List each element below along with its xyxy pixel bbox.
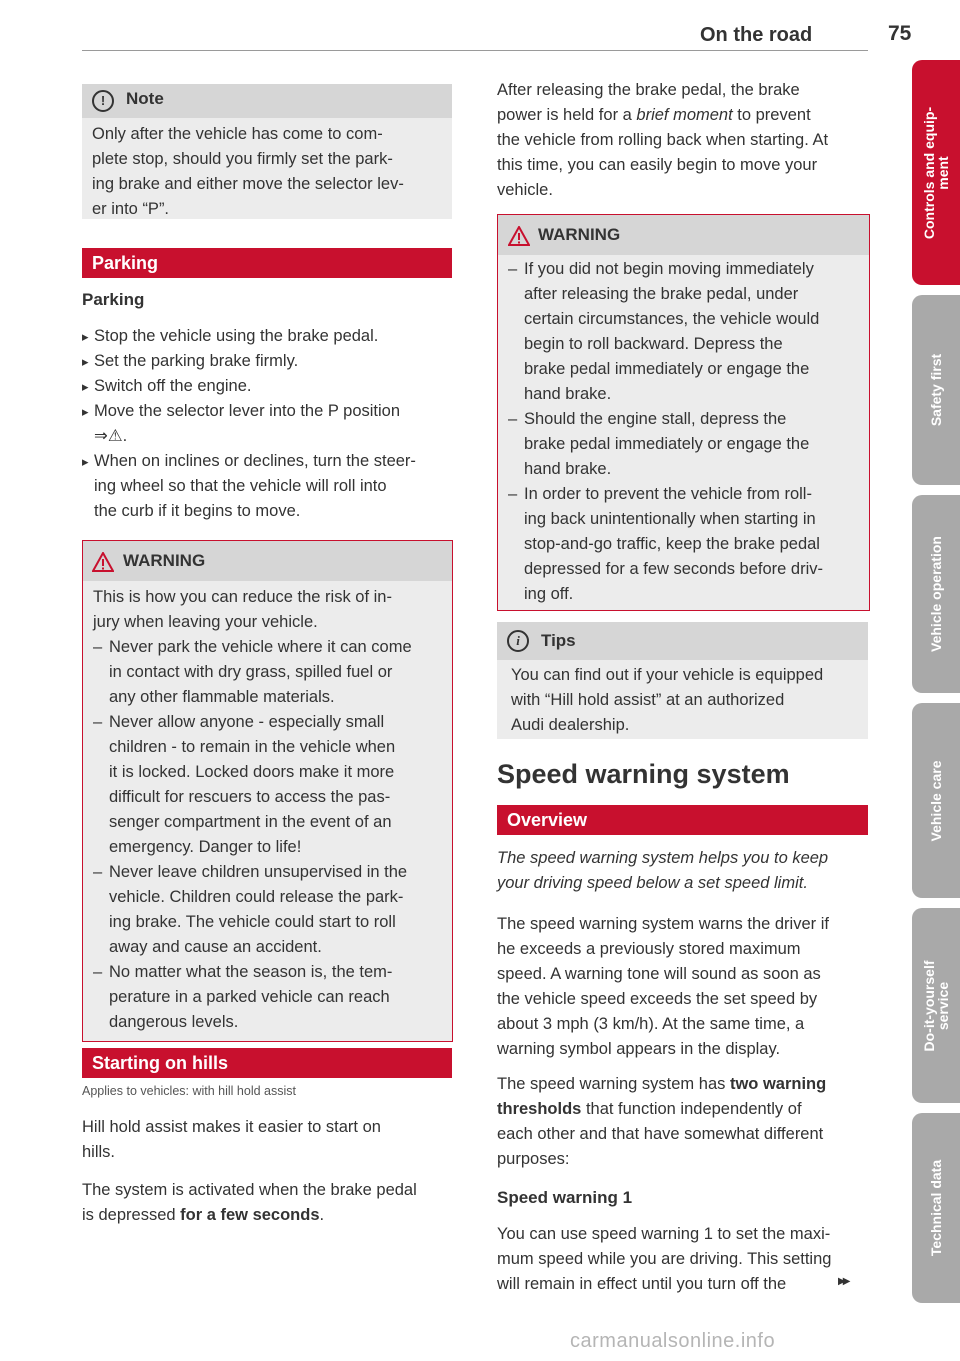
text-run: that function independently of each other and that have somewhat different purposes: <box>497 1100 824 1168</box>
warning-list <box>93 635 445 1035</box>
list-item: – Should the engine stall, depress the brake pedal immediately or engage the hand brake. <box>508 407 863 482</box>
page-number: 75 <box>888 22 912 45</box>
side-tab-label: Vehicle care <box>928 760 944 841</box>
side-tab-vehicle-care[interactable] <box>912 703 960 898</box>
tips-title: Tips <box>541 631 576 650</box>
parking-subhead: Parking <box>82 290 145 309</box>
warning-header <box>498 215 869 255</box>
tips-header <box>497 622 868 660</box>
hills-paragraph-1: Hill hold assist makes it easier to start on hills. <box>82 1118 381 1161</box>
text-run-bold: two warning thresholds <box>497 1075 827 1118</box>
list-item: ▸ When on inclines or declines, turn the steer- ing wheel so that the vehicle will roll into the curb if it begins to move. <box>82 449 452 524</box>
speed-warning-heading: Speed warning system <box>497 759 790 789</box>
list-item: ▸ Move the selector lever into the P position ⇒⚠. <box>82 399 452 449</box>
text-run-bold: for a few seconds <box>180 1206 320 1224</box>
warning-list <box>508 257 863 607</box>
info-circle-icon: ! <box>92 90 114 112</box>
warning-triangle-icon <box>92 552 114 572</box>
text-run-italic: brief moment <box>636 106 733 124</box>
warning-intro: This is how you can reduce the risk of in- jury when leaving your vehicle. <box>93 588 392 631</box>
tips-box <box>497 622 868 739</box>
speed-paragraph-2 <box>497 1072 877 1172</box>
list-item: – No matter what the season is, the tem- perature in a parked vehicle can reach dangerous levels. <box>93 960 445 1035</box>
list-item: ▸ Switch off the engine. <box>82 374 452 399</box>
warning-box-parking <box>82 540 453 1042</box>
speed-warning-1-subhead: Speed warning 1 <box>497 1188 633 1207</box>
hills-paragraph-2 <box>82 1178 452 1228</box>
side-tab-label: Technical data <box>928 1159 944 1257</box>
list-item: – Never allow anyone - especially small children - to remain in the vehicle when it is locked. Locked doors make it more difficult for rescuers to access the pas- senger compartment in the event of an emergency. Danger to life! <box>93 710 445 860</box>
text-run: . <box>319 1206 325 1224</box>
text-run: The speed warning system has <box>497 1075 730 1093</box>
running-header-title: On the road <box>700 24 813 46</box>
list-item: – If you did not begin moving immediately after releasing the brake pedal, under certain circumstances, the vehicle would begin to roll backward. Depress the brake pedal immediately or engage the hand brake. <box>508 257 863 407</box>
text-run: to prevent the vehicle from rolling back when starting. At this time, you can easily begin to move your vehicle. <box>497 106 829 199</box>
applies-to-note: Applies to vehicles: with hill hold assist <box>82 1084 296 1098</box>
warning-box-hills <box>497 214 870 611</box>
warning-title: WARNING <box>123 551 206 570</box>
note-header <box>82 84 452 118</box>
speed-paragraph-3: You can use speed warning 1 to set the maxi- mum speed while you are driving. This setting will remain in effect until you turn off the <box>497 1225 832 1293</box>
list-item: ▸ Stop the vehicle using the brake pedal. <box>82 324 452 349</box>
brake-release-paragraph <box>497 78 877 203</box>
side-tab-label: Vehicle operation <box>928 536 944 652</box>
side-tab-label: Controls and equip- ment <box>921 106 951 239</box>
list-item: – Never park the vehicle where it can come in contact with dry grass, spilled fuel or any other flammable materials. <box>93 635 445 710</box>
section-bar-overview: Overview <box>497 805 868 835</box>
side-tab-label: Safety first <box>928 353 944 427</box>
note-box <box>82 84 452 219</box>
list-item: ▸ Set the parking brake firmly. <box>82 349 452 374</box>
side-tab-controls[interactable] <box>912 60 960 285</box>
info-i-icon: i <box>507 630 529 652</box>
note-text: Only after the vehicle has come to com- plete stop, should you firmly set the park- ing brake and either move the selector lev- er into “P”. <box>92 125 404 218</box>
section-bar-parking: Parking <box>82 248 452 278</box>
warning-triangle-icon <box>508 226 530 246</box>
continue-arrow-icon: ▶▶ <box>838 1276 848 1287</box>
text-run: The system is activated when the brake pedal is depressed <box>82 1181 417 1224</box>
note-title: Note <box>126 89 164 108</box>
speed-lead: The speed warning system helps you to keep your driving speed below a set speed limit. <box>497 849 829 892</box>
section-bar-starting-on-hills: Starting on hills <box>82 1048 452 1078</box>
side-tab-diy-service[interactable] <box>912 908 960 1103</box>
parking-steps <box>82 324 452 524</box>
side-tab-safety[interactable] <box>912 295 960 485</box>
side-tab-technical-data[interactable] <box>912 1113 960 1303</box>
speed-paragraph-1: The speed warning system warns the driver if he exceeds a previously stored maximum speed. A warning tone will sound as soon as the vehicle speed exceeds the set speed by about 3 mph (3 km/h). At the same time, a warning symbol appears in the display. <box>497 915 829 1058</box>
side-tab-vehicle-operation[interactable] <box>912 495 960 693</box>
list-item: – Never leave children unsupervised in the vehicle. Children could release the park- ing brake. The vehicle could start to roll away and cause an accident. <box>93 860 445 960</box>
watermark: carmanualsonline.info <box>570 1330 776 1352</box>
list-item: – In order to prevent the vehicle from roll- ing back unintentionally when starting in stop-and-go traffic, keep the brake pedal depressed for a few seconds before driv- ing off. <box>508 482 863 607</box>
tips-text: You can find out if your vehicle is equipped with “Hill hold assist” at an authorized Audi dealership. <box>511 666 824 734</box>
warning-title: WARNING <box>538 225 621 244</box>
side-tab-label: Do-it-yourself service <box>921 960 951 1051</box>
text-run: After releasing the brake pedal, the brake power is held for a <box>497 81 800 124</box>
warning-header <box>83 541 452 581</box>
header-rule <box>82 50 868 51</box>
